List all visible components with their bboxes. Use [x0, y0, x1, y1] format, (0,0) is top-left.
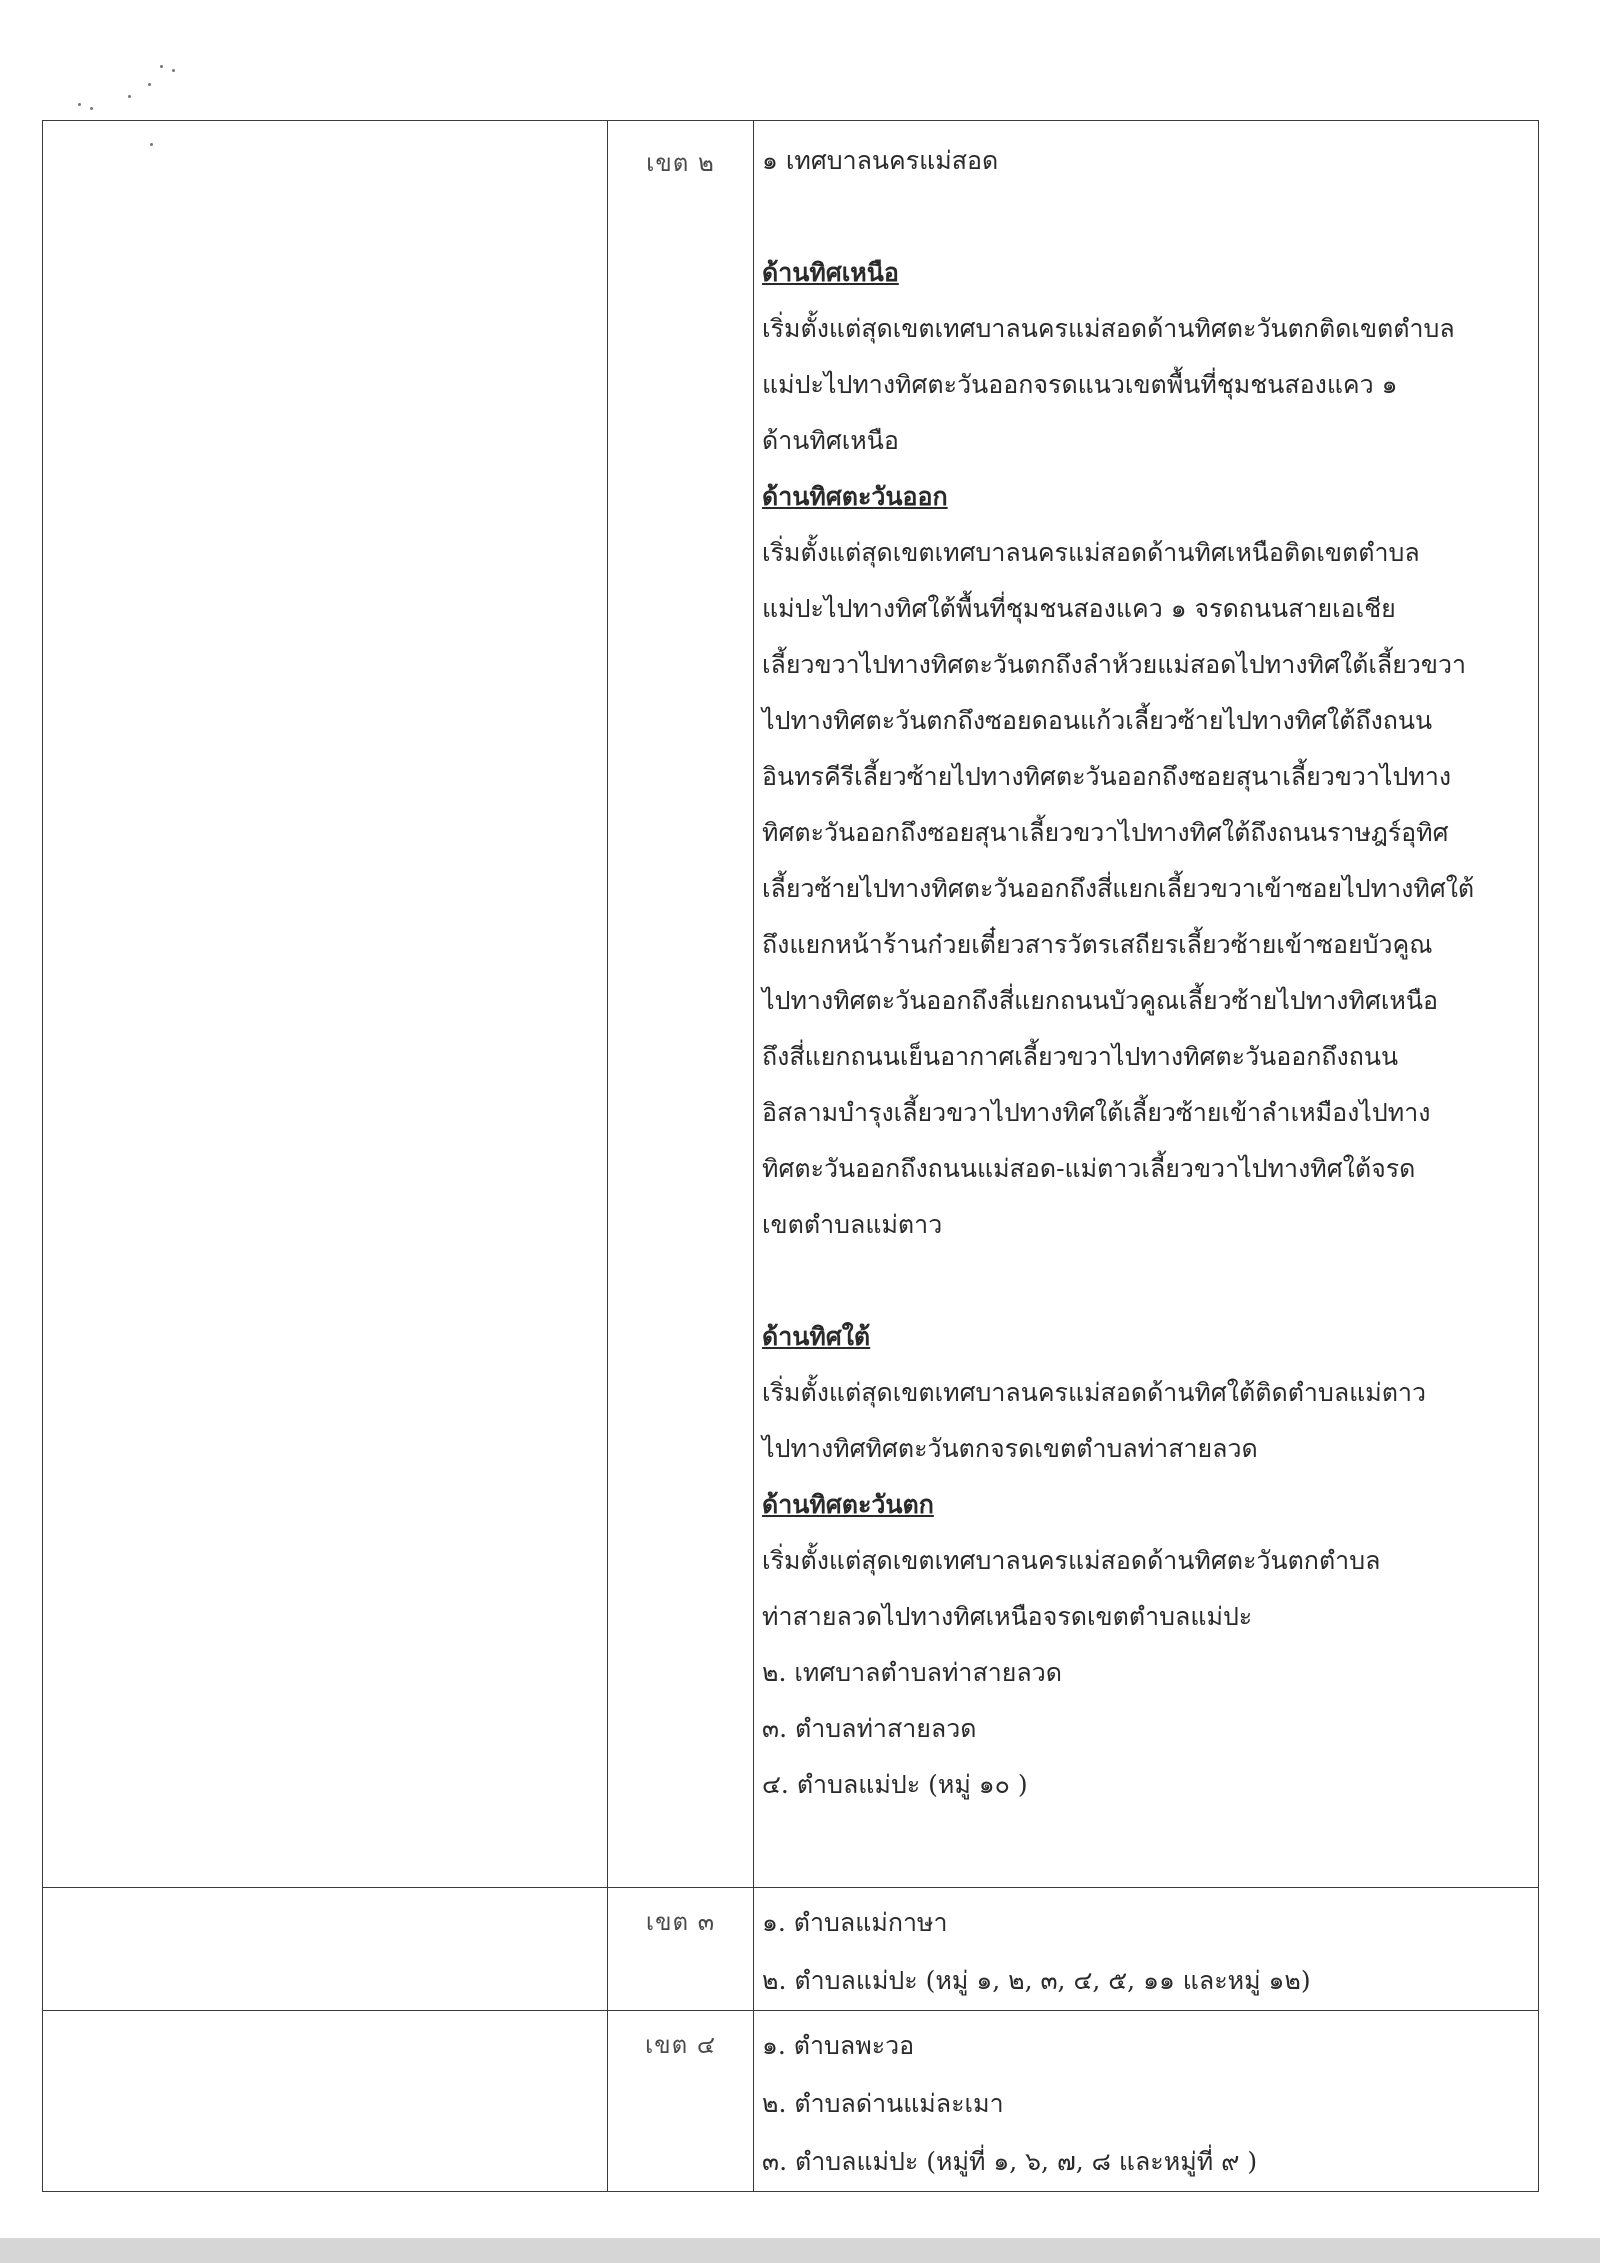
- area-line: ๑. ตำบลพะวอ: [762, 2031, 915, 2060]
- zone-label: เขต ๓: [645, 1908, 716, 1936]
- area-line: ๔. ตำบลแม่ปะ (หมู่ ๑๐ ): [762, 1770, 1028, 1799]
- zone-description-cell: [754, 121, 1539, 1888]
- area-line: ๓. ตำบลท่าสายลวด: [762, 1714, 977, 1743]
- south-line: เริ่มตั้งแต่สุดเขตเทศบาลนครแม่สอดด้านทิศใต้ติดตำบลแม่ตาว: [762, 1378, 1427, 1407]
- east-line: ไปทางทิศตะวันออกถึงสี่แยกถนนบัวคูณเลี้ยวซ้ายไปทางทิศเหนือ: [762, 986, 1438, 1015]
- zone-row-3: [43, 1888, 1539, 2011]
- zone-description-cell: [754, 1888, 1539, 2011]
- empty-cell: [43, 2011, 608, 2192]
- east-line: อินทรคีรีเลี้ยวซ้ายไปทางทิศตะวันออกถึงซอยสุนาเลี้ยวขวาไปทาง: [762, 762, 1452, 791]
- west-line: ท่าสายลวดไปทางทิศเหนือจรดเขตตำบลแม่ปะ: [762, 1602, 1253, 1631]
- north-line: เริ่มตั้งแต่สุดเขตเทศบาลนครแม่สอดด้านทิศตะวันตกติดเขตตำบล: [762, 314, 1455, 343]
- north-heading: ด้านทิศเหนือ: [762, 258, 899, 287]
- zone-row-4: [43, 2011, 1539, 2192]
- west-heading: ด้านทิศตะวันตก: [762, 1490, 934, 1519]
- area-line: ๓. ตำบลแม่ปะ (หมู่ที่ ๑, ๖, ๗, ๘ และหมู่ที่ ๙ ): [762, 2147, 1258, 2176]
- east-line: เลี้ยวขวาไปทางทิศตะวันตกถึงลำห้วยแม่สอดไปทางทิศใต้เลี้ยวขวา: [762, 650, 1467, 679]
- area-line: ๑ เทศบาลนครแม่สอด: [762, 146, 999, 175]
- north-line: ด้านทิศเหนือ: [762, 426, 899, 455]
- east-line: แม่ปะไปทางทิศใต้พื้นที่ชุมชนสองแคว ๑ จรดถนนสายเอเชีย: [762, 594, 1396, 623]
- west-line: เริ่มตั้งแต่สุดเขตเทศบาลนครแม่สอดด้านทิศตะวันตกตำบล: [762, 1546, 1381, 1575]
- empty-cell: [43, 121, 608, 1888]
- area-line: ๒. เทศบาลตำบลท่าสายลวด: [762, 1658, 1063, 1687]
- scan-bottom-edge: [0, 2238, 1600, 2263]
- east-line: ทิศตะวันออกถึงซอยสุนาเลี้ยวขวาไปทางทิศใต้ถึงถนนราษฎร์อุทิศ: [762, 818, 1449, 847]
- area-line: ๒. ตำบลด่านแม่ละเมา: [762, 2089, 1004, 2118]
- east-line: ถึงสี่แยกถนนเย็นอากาศเลี้ยวขวาไปทางทิศตะวันออกถึงถนน: [762, 1042, 1399, 1071]
- zone-description-cell: [754, 2011, 1539, 2192]
- zone-label-cell: [608, 1888, 754, 2011]
- zone-row-2: [43, 121, 1539, 1888]
- zone-label-cell: [608, 121, 754, 1888]
- south-line: ไปทางทิศทิศตะวันตกจรดเขตตำบลท่าสายลวด: [762, 1434, 1258, 1463]
- east-line: ถึงแยกหน้าร้านก๋วยเตี๋ยวสารวัตรเสถียรเลี้ยวซ้ายเข้าซอยบัวคูณ: [762, 930, 1433, 959]
- zone-label: เขต ๔: [645, 2031, 716, 2059]
- east-line: อิสลามบำรุงเลี้ยวขวาไปทางทิศใต้เลี้ยวซ้ายเข้าลำเหมืองไปทาง: [762, 1098, 1431, 1127]
- zone-label: เขต ๒: [646, 149, 715, 177]
- north-line: แม่ปะไปทางทิศตะวันออกจรดแนวเขตพื้นที่ชุมชนสองแคว ๑: [762, 370, 1398, 399]
- east-line: เริ่มตั้งแต่สุดเขตเทศบาลนครแม่สอดด้านทิศเหนือติดเขตตำบล: [762, 538, 1420, 567]
- east-line: เขตตำบลแม่ตาว: [762, 1210, 943, 1239]
- east-line: เลี้ยวซ้ายไปทางทิศตะวันออกถึงสี่แยกเลี้ยวขวาเข้าซอยไปทางทิศใต้: [762, 874, 1475, 903]
- area-line: ๒. ตำบลแม่ปะ (หมู่ ๑, ๒, ๓, ๔, ๕, ๑๑ และหมู่ ๑๒): [762, 1966, 1311, 1995]
- area-line: ๑. ตำบลแม่กาษา: [762, 1908, 948, 1937]
- south-heading: ด้านทิศใต้: [762, 1322, 871, 1351]
- east-line: ไปทางทิศตะวันตกถึงซอยดอนแก้วเลี้ยวซ้ายไปทางทิศใต้ถึงถนน: [762, 706, 1433, 735]
- zone-table: [42, 120, 1539, 2192]
- east-heading: ด้านทิศตะวันออก: [762, 482, 948, 511]
- empty-cell: [43, 1888, 608, 2011]
- east-line: ทิศตะวันออกถึงถนนแม่สอด-แม่ตาวเลี้ยวขวาไปทางทิศใต้จรด: [762, 1154, 1416, 1183]
- zone-label-cell: [608, 2011, 754, 2192]
